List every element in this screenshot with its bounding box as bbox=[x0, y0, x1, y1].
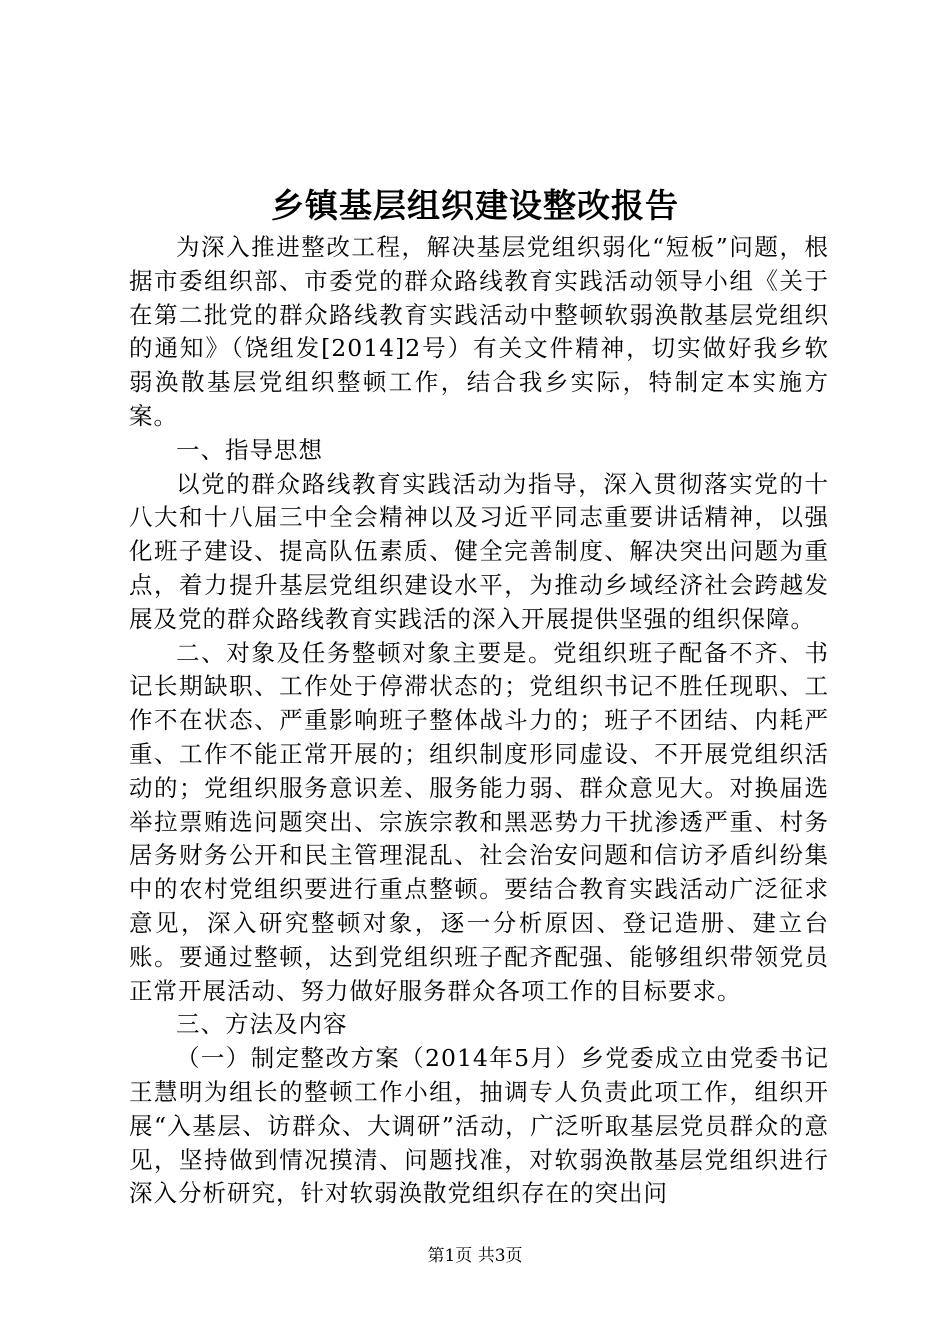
page-footer: 第1页 共3页 bbox=[427, 1246, 523, 1266]
document-body bbox=[129, 231, 829, 1211]
paragraph-guiding-thought: 以党的群众路线教育实践活动为指导，深入贯彻落实党的十八大和十八届三中全会精神以及习近平同志重要讲话精神，以强化班子建设、提高队伍素质、健全完善制度、解决突出问题为重点，着力提升基层党组织建设水平，为推动乡域经济社会跨越发展及党的群众路线教育实践活的深入开展提供坚强的组织保障。 bbox=[129, 469, 829, 633]
section-heading-guiding-thought: 一、指导思想 bbox=[176, 435, 323, 464]
paragraph-rectification-plan: （一）制定整改方案（2014年5月）乡党委成立由党委书记王慧明为组长的整顿工作小组，抽调专人负责此项工作，组织开展“入基层、访群众、大调研”活动，广泛听取基层党员群众的意见，坚持做到情况摸清、问题找准，对软弱涣散基层党组织进行深入分析研究，针对软弱涣散党组织存在的突出问 bbox=[129, 1044, 829, 1208]
paragraph-intro: 为深入推进整改工程，解决基层党组织弱化“短板”问题，根据市委组织部、市委党的群众路线教育实践活动领导小组《关于在第二批党的群众路线教育实践活动中整顿软弱涣散基层党组织的通知》（饶组发[2014]2号）有关文件精神，切实做好我乡软弱涣散基层党组织整顿工作，结合我乡实际，特制定本实施方案。 bbox=[129, 233, 829, 430]
section-heading-methods: 三、方法及内容 bbox=[176, 1010, 348, 1039]
document-title: 乡镇基层组织建设整改报告 bbox=[271, 186, 679, 225]
paragraph-targets-and-tasks: 二、对象及任务整顿对象主要是。党组织班子配备不齐、书记长期缺职、工作处于停滞状态的；党组织书记不胜任现职、工作不在状态、严重影响班子整体战斗力的；班子不团结、内耗严重、工作不能正常开展的；组织制度形同虚设、不开展党组织活动的；党组织服务意识差、服务能力弱、群众意见大。对换届选举拉票贿选问题突出、宗族宗教和黑恶势力干扰渗透严重、村务居务财务公开和民主管理混乱、社会治安问题和信访矛盾纠纷集中的农村党组织要进行重点整顿。要结合教育实践活动广泛征求意见，深入研究整顿对象，逐一分析原因、登记造册、建立台账。要通过整顿，达到党组织班子配齐配强、能够组织带领党员正常开展活动、努力做好服务群众各项工作的目标要求。 bbox=[129, 638, 829, 1005]
